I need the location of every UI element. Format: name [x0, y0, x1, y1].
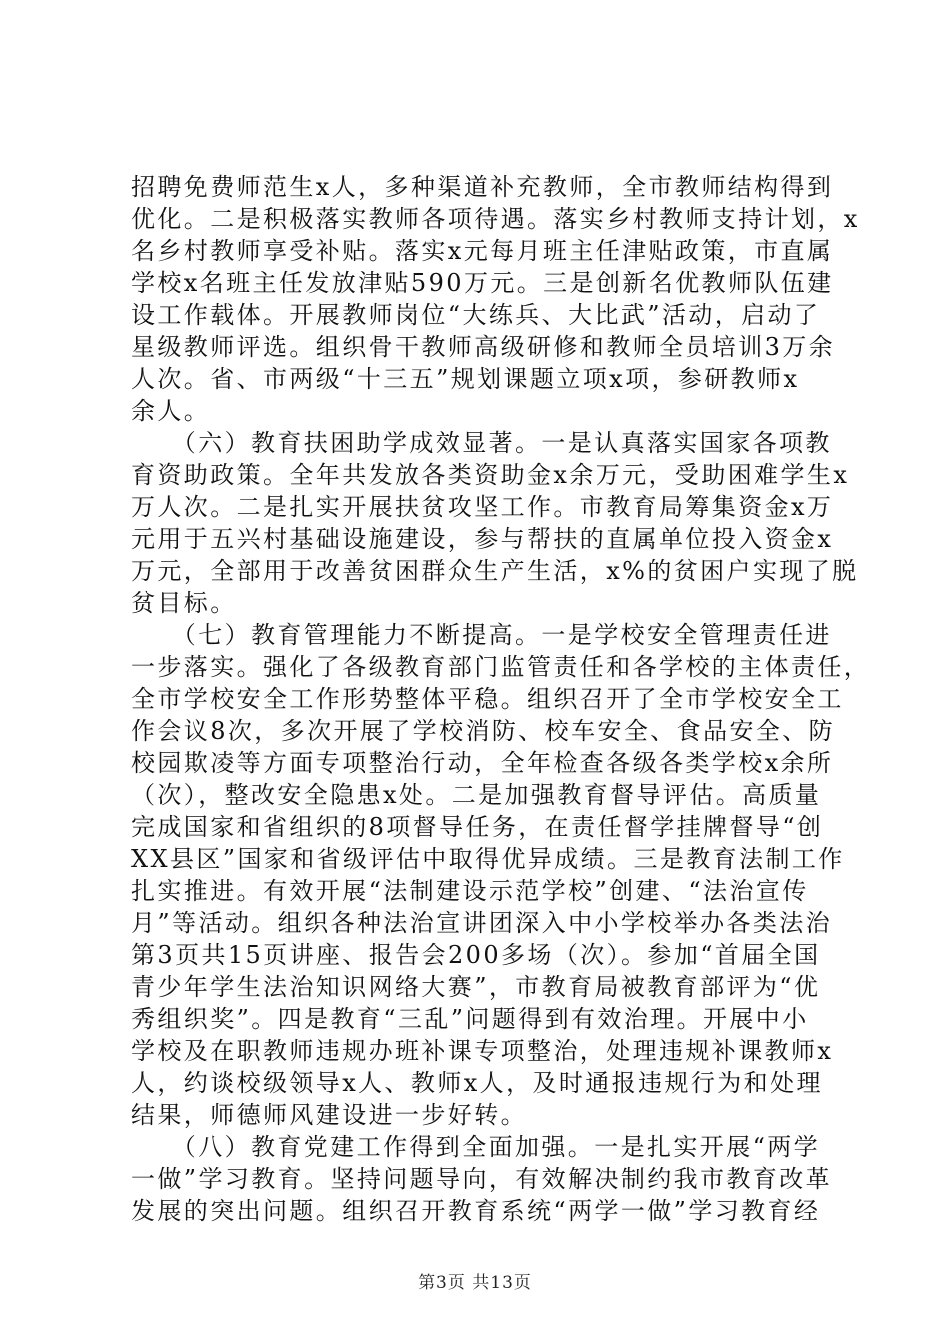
text-line: 贫目标。: [131, 589, 237, 617]
text-line: 一步落实。强化了各级教育部门监管责任和各学校的主体责任，: [131, 653, 871, 681]
text-line: 育资助政策。全年共发放各类资助金x余万元，受助困难学生x: [131, 461, 850, 489]
text-line: （次），整改安全隐患x处。二是加强教育督导评估。高质量: [131, 781, 822, 809]
body-text: [131, 171, 871, 1227]
text-line: 月”等活动。组织各种法治宣讲团深入中小学校举办各类法治: [131, 909, 833, 937]
text-line: 扎实推进。有效开展“法制建设示范学校”创建、“法治宣传: [131, 877, 809, 905]
text-line: 第3页共15页讲座、报告会200多场（次）。参加“首届全国: [131, 941, 821, 969]
text-line: 结果，师德师风建设进一步好转。: [131, 1101, 527, 1129]
text-line: 名乡村教师享受补贴。落实x元每月班主任津贴政策，市直属: [131, 237, 834, 265]
text-line: 发展的突出问题。组织召开教育系统“两学一做”学习教育经: [131, 1197, 821, 1225]
text-line: 校园欺凌等方面专项整治行动，全年检查各级各类学校x余所: [131, 749, 834, 777]
text-line: 万人次。二是扎实开展扶贫攻坚工作。市教育局筹集资金x万: [131, 493, 834, 521]
text-line: 人次。省、市两级“十三五”规划课题立项x项，参研教师x: [131, 365, 800, 393]
text-line: （六）教育扶困助学成效显著。一是认真落实国家各项教: [131, 429, 832, 457]
text-line: 优化。二是积极落实教师各项待遇。落实乡村教师支持计划，x: [131, 205, 860, 233]
text-line: 设工作载体。开展教师岗位“大练兵、大比武”活动，启动了: [131, 301, 821, 329]
text-line: XX县区”国家和省级评估中取得优异成绩。三是教育法制工作: [131, 845, 845, 873]
text-line: 一做”学习教育。坚持问题导向，有效解决制约我市教育改革: [131, 1165, 833, 1193]
text-line: 元用于五兴村基础设施建设，参与帮扶的直属单位投入资金x: [131, 525, 834, 553]
text-line: （八）教育党建工作得到全面加强。一是扎实开展“两学: [131, 1133, 821, 1161]
text-line: 全市学校安全工作形势整体平稳。组织召开了全市学校安全工: [131, 685, 844, 713]
text-line: （七）教育管理能力不断提高。一是学校安全管理责任进: [131, 621, 832, 649]
text-line: 万元，全部用于改善贫困群众生产生活，x%的贫困户实现了脱: [131, 557, 859, 585]
text-line: 学校及在职教师违规办班补课专项整治，处理违规补课教师x: [131, 1037, 834, 1065]
text-line: 招聘免费师范生x人，多种渠道补充教师，全市教师结构得到: [131, 173, 834, 201]
text-line: 学校x名班主任发放津贴590万元。三是创新名优教师队伍建: [131, 269, 834, 297]
text-line: 完成国家和省组织的8项督导任务，在责任督学挂牌督导“创: [131, 813, 824, 841]
text-line: 秀组织奖”。四是教育“三乱”问题得到有效治理。开展中小: [131, 1005, 809, 1033]
text-line: 青少年学生法治知识网络大赛”，市教育局被教育部评为“优: [131, 973, 821, 1001]
page-footer: 第3页 共13页: [418, 1273, 532, 1293]
text-line: 作会议8次，多次开展了学校消防、校车安全、食品安全、防: [131, 717, 836, 745]
text-line: 星级教师评选。组织骨干教师高级研修和教师全员培训3万余: [131, 333, 836, 361]
text-line: 余人。: [131, 397, 211, 425]
text-line: 人，约谈校级领导x人、教师x人，及时通报违规行为和处理: [131, 1069, 823, 1097]
